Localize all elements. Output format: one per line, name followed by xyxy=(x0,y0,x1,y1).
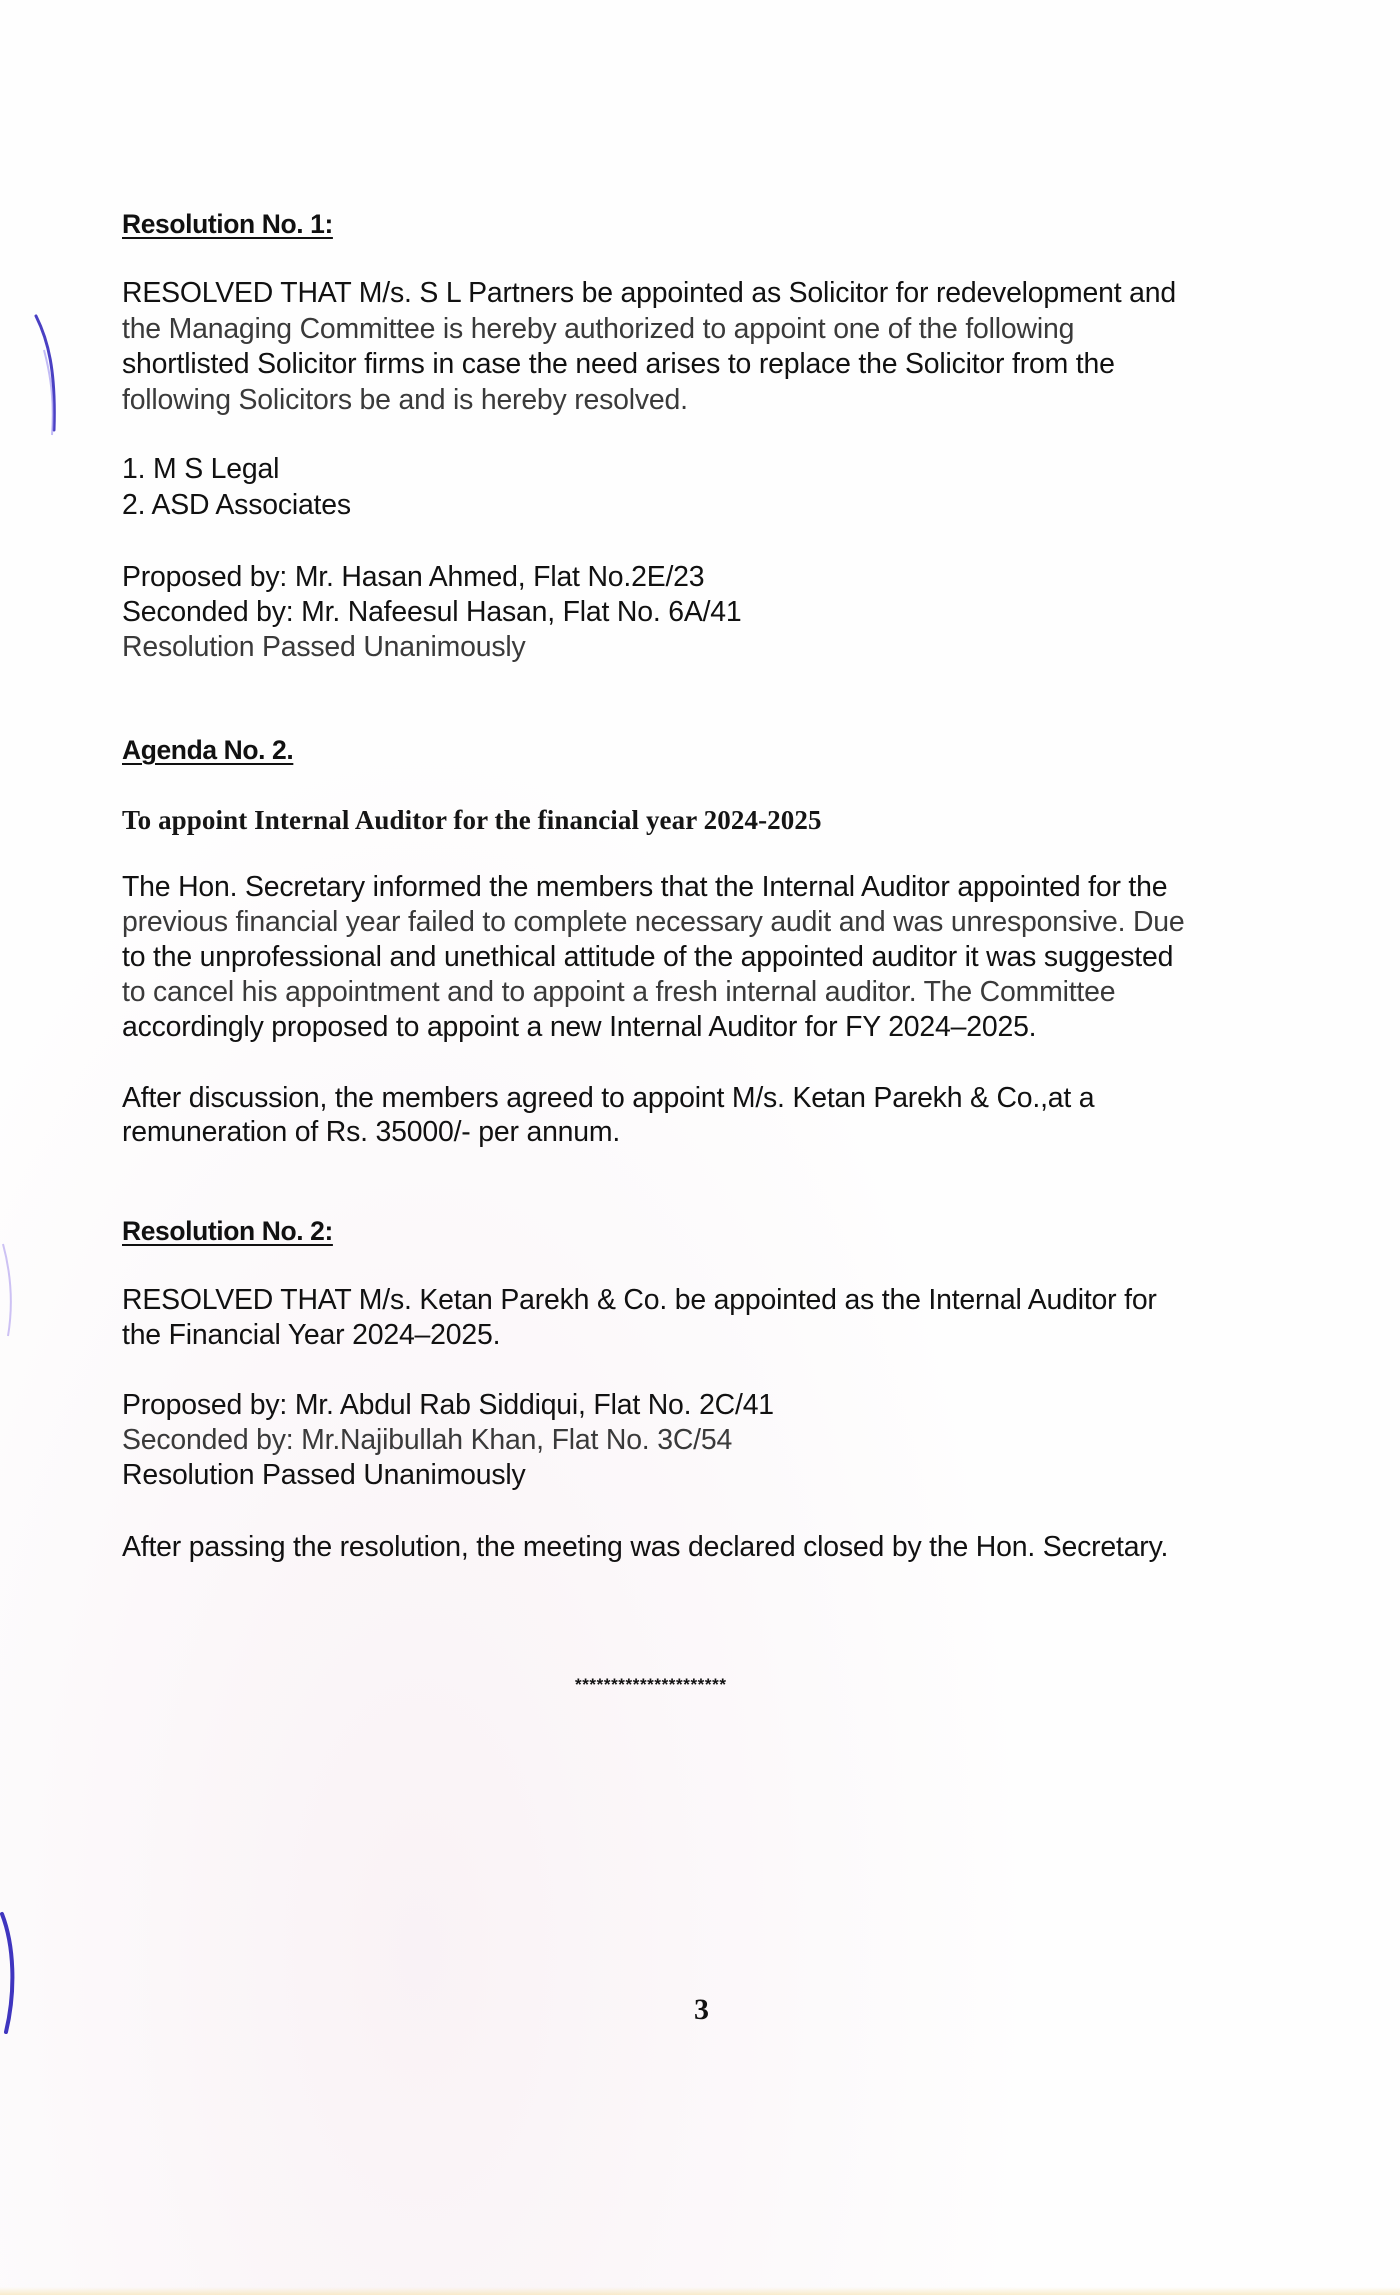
resolution-2-line: the Financial Year 2024–2025. xyxy=(122,1319,501,1351)
resolution-1-line: RESOLVED THAT M/s. S L Partners be appointed as Solicitor for redevelopment and xyxy=(122,277,1176,309)
shortlist-item: 2. ASD Associates xyxy=(122,489,351,521)
closing-statement: After passing the resolution, the meeting was declared closed by the Hon. Secretary. xyxy=(122,1531,1169,1563)
resolution-1-proposed-by: Proposed by: Mr. Hasan Ahmed, Flat No.2E/23 xyxy=(122,561,705,593)
paragraph-line: to the unprofessional and unethical attitude of the appointed auditor it was suggested xyxy=(122,941,1174,973)
resolution-2-proposed-by: Proposed by: Mr. Abdul Rab Siddiqui, Flat No. 2C/41 xyxy=(122,1389,774,1421)
paragraph-line: to cancel his appointment and to appoint a fresh internal auditor. The Committee xyxy=(122,976,1116,1008)
resolution-2-seconded-by: Seconded by: Mr.Najibullah Khan, Flat No. 3C/54 xyxy=(122,1424,733,1456)
paragraph-line: After discussion, the members agreed to appoint M/s. Ketan Parekh & Co.,at a xyxy=(122,1082,1095,1114)
resolution-1-line: shortlisted Solicitor firms in case the need arises to replace the Solicitor from the xyxy=(122,348,1115,380)
page-number: 3 xyxy=(694,1993,709,2026)
resolution-1-line: the Managing Committee is hereby authorized to appoint one of the following xyxy=(122,313,1075,345)
pen-mark-bottom-icon xyxy=(0,1910,30,2040)
paragraph-line: remuneration of Rs. 35000/- per annum. xyxy=(122,1116,621,1148)
resolution-1-status: Resolution Passed Unanimously xyxy=(122,631,526,663)
paragraph-line: accordingly proposed to appoint a new Internal Auditor for FY 2024–2025. xyxy=(122,1011,1037,1043)
pen-mark-top-icon xyxy=(30,310,70,450)
resolution-2-line: RESOLVED THAT M/s. Ketan Parekh & Co. be appointed as the Internal Auditor for xyxy=(122,1284,1157,1316)
resolution-1-heading: Resolution No. 1: xyxy=(122,209,333,239)
paragraph-line: The Hon. Secretary informed the members that the Internal Auditor appointed for the xyxy=(122,871,1168,903)
resolution-2-heading: Resolution No. 2: xyxy=(122,1216,333,1246)
agenda-2-title: To appoint Internal Auditor for the financial year 2024-2025 xyxy=(122,805,822,835)
agenda-2-heading: Agenda No. 2. xyxy=(122,735,294,765)
paragraph-line: previous financial year failed to complete necessary audit and was unresponsive. Due xyxy=(122,906,1185,938)
section-separator: ********************* xyxy=(575,1675,727,1694)
page-bottom-edge xyxy=(0,2287,1400,2295)
shortlist-item: 1. M S Legal xyxy=(122,453,280,485)
resolution-2-status: Resolution Passed Unanimously xyxy=(122,1459,526,1491)
resolution-1-line: following Solicitors be and is hereby resolved. xyxy=(122,384,688,416)
resolution-1-seconded-by: Seconded by: Mr. Nafeesul Hasan, Flat No. 6A/41 xyxy=(122,596,742,628)
pen-mark-middle-icon xyxy=(0,1240,30,1340)
